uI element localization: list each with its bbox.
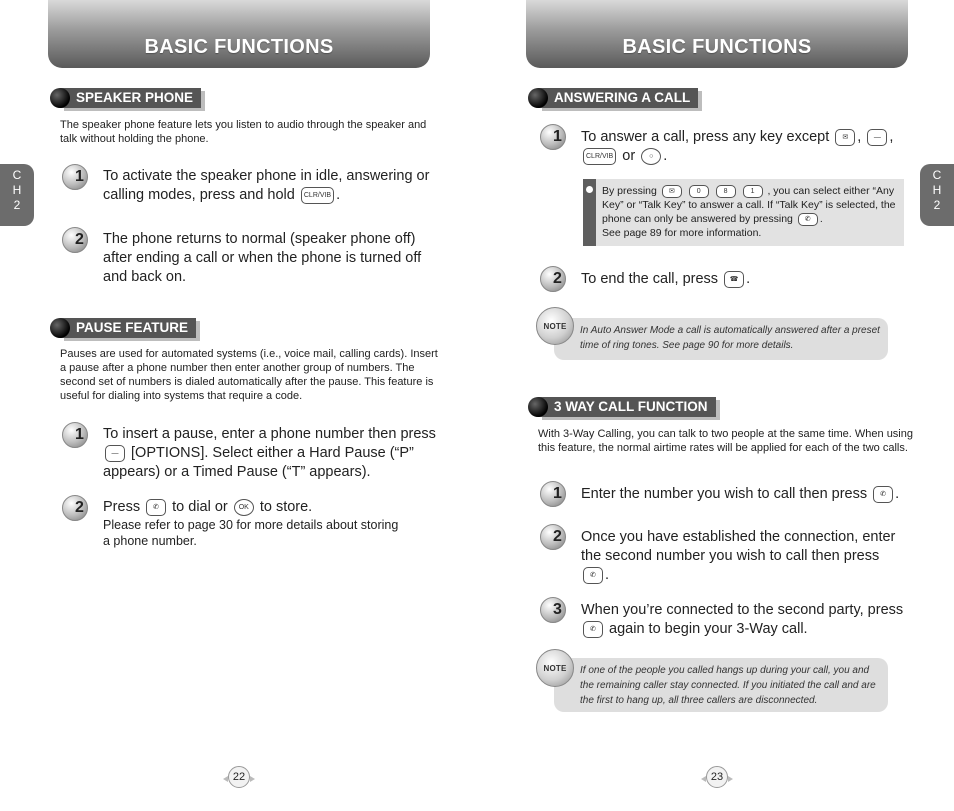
chapter-tab-number: 2 xyxy=(13,198,21,212)
pause-step-2-subtext: Please refer to page 30 for more details about storing a phone number. xyxy=(103,518,399,548)
left-header xyxy=(48,0,430,68)
section-bullet-icon xyxy=(50,88,70,108)
step-number-badge: 1 xyxy=(540,124,570,154)
menu-key-icon: ✉ xyxy=(662,185,682,198)
step-number-badge: 2 xyxy=(62,495,92,525)
note-icon: NOTE xyxy=(536,649,574,687)
answer-step-1-text: To answer a call, press any key except ✉ , — , CLR/VIB or ○ . xyxy=(581,129,894,164)
three-way-call-heading xyxy=(528,397,716,417)
right-header xyxy=(526,0,908,68)
right-page-number: 23 xyxy=(706,766,728,788)
threeway-step-3-text: When you’re connected to the second party, press ✆ again to begin your 3-Way call. xyxy=(581,602,904,637)
section-bullet-icon xyxy=(50,318,70,338)
section-bullet-icon xyxy=(528,397,548,417)
speaker-phone-heading xyxy=(50,88,201,108)
threeway-step-1-text: Enter the number you wish to call then press ✆ . xyxy=(581,486,900,502)
send-key-icon: ✆ xyxy=(583,621,603,638)
clr-key-icon: CLR/VIB xyxy=(301,187,334,204)
step-number-badge: 2 xyxy=(540,266,570,296)
section-bullet-icon xyxy=(528,88,548,108)
threeway-step-2-text: Once you have established the connection, enter the second number you wish to call then press ✆ . xyxy=(581,529,896,583)
three-way-note-text: If one of the people you called hangs up during your call, you and the remaining caller stay connected. If you initiated the call and are the first to hang up, all three callers are disconnected. xyxy=(580,665,876,706)
step-text: To activate the speaker phone in idle, answering or calling modes, press and hold xyxy=(103,168,430,203)
step-number-badge: 2 xyxy=(62,227,92,257)
auto-answer-note-text: In Auto Answer Mode a call is automatically answered after a preset time of ring tones. See page 90 for more details. xyxy=(580,325,880,351)
pause-step-1-text: To insert a pause, enter a phone number then press — [OPTIONS]. Select either a Hard Pause (“P” appears) or a Timed Pause (“T” appears). xyxy=(103,426,436,480)
send-key-icon: ✆ xyxy=(798,213,818,226)
left-chapter-tab xyxy=(0,164,34,226)
step-number-badge: 3 xyxy=(540,597,570,627)
step-number-badge: 2 xyxy=(540,524,570,554)
answering-call-label: ANSWERING A CALL xyxy=(538,88,698,108)
send-key-icon: ✆ xyxy=(873,486,893,503)
send-key-icon: ✆ xyxy=(583,567,603,584)
info-bullet-icon xyxy=(586,186,593,193)
chapter-tab-letter: C xyxy=(932,168,942,182)
chapter-tab-number: 2 xyxy=(933,198,941,212)
left-header-title: BASIC FUNCTIONS xyxy=(144,35,334,58)
left-soft-key-icon: — xyxy=(105,445,125,462)
key-0-icon: 0 xyxy=(689,185,709,198)
send-key-icon: ✆ xyxy=(146,499,166,516)
speaker-step-2-text: The phone returns to normal (speaker phone off) after ending a call or when the phone is turned off and back on. xyxy=(103,231,422,285)
chapter-tab-letter: C xyxy=(12,168,22,182)
chapter-tab-letter: H xyxy=(12,183,22,197)
right-header-title: BASIC FUNCTIONS xyxy=(622,35,812,58)
key-8-icon: 8 xyxy=(716,185,736,198)
step-number-badge: 1 xyxy=(62,164,92,194)
step-number-badge: 1 xyxy=(62,422,92,452)
speaker-phone-intro: The speaker phone feature lets you listen to audio through the speaker and talk without holding the phone. xyxy=(60,119,427,145)
left-page-number: 22 xyxy=(228,766,250,788)
pause-feature-label: PAUSE FEATURE xyxy=(60,318,196,338)
navigation-key-icon: ○ xyxy=(641,148,661,165)
right-soft-key-icon: ✉ xyxy=(835,129,855,146)
right-chapter-tab xyxy=(920,164,954,226)
right-page xyxy=(477,0,954,811)
pause-feature-heading xyxy=(50,318,196,338)
pause-step-2-text: Press ✆ to dial or OK to store. Please refer to page 30 for more details about storing a phone number. xyxy=(103,498,403,549)
pause-feature-intro: Pauses are used for automated systems (i.e., voice mail, calling cards). Insert a pause after a phone number then enter another group of numbers. The second set of numbers is dialed automatically after the pause. This feature is useful for dialing into systems that require a code. xyxy=(60,348,438,402)
three-way-call-label: 3 WAY CALL FUNCTION xyxy=(538,397,716,417)
left-soft-key-icon: — xyxy=(867,129,887,146)
answer-info-text: By pressing ✉ 0 8 1 , you can select either “Any Key” or “Talk Key” to answer a call. If “Talk Key” is selected, the phone can only be answered by pressing ✆ . See page 89 for more information. xyxy=(602,185,896,239)
speaker-phone-label: SPEAKER PHONE xyxy=(60,88,201,108)
note-icon: NOTE xyxy=(536,307,574,345)
step-number-badge: 1 xyxy=(540,481,570,511)
key-1-icon: 1 xyxy=(743,185,763,198)
three-way-intro: With 3-Way Calling, you can talk to two people at the same time. When using this feature, the normal airtime rates will be applied for each of the two calls. xyxy=(538,428,913,454)
auto-answer-note xyxy=(554,318,888,360)
end-key-icon: ☎ xyxy=(724,271,744,288)
speaker-step-1-text: To activate the speaker phone in idle, answering or calling modes, press and hold CLR/VIB . xyxy=(103,168,430,203)
three-way-note xyxy=(554,658,888,712)
answer-step-2-text: To end the call, press ☎ . xyxy=(581,271,751,287)
answer-info-box xyxy=(583,179,904,246)
ok-key-icon: OK xyxy=(234,499,254,516)
clr-key-icon: CLR/VIB xyxy=(583,148,616,165)
answering-call-heading xyxy=(528,88,698,108)
chapter-tab-letter: H xyxy=(932,183,942,197)
